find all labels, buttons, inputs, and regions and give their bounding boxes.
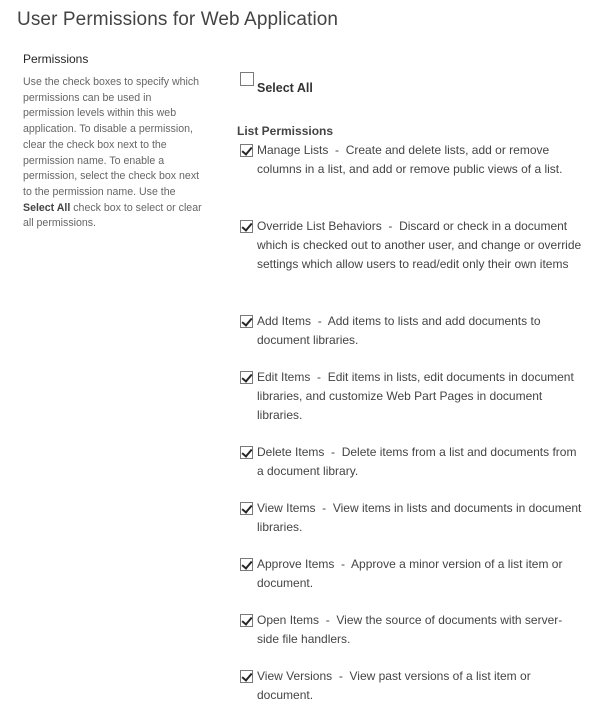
permission-description: View past versions of a list item or document. [257,669,531,703]
permission-item [237,312,583,350]
list-permissions-list [237,141,583,711]
permission-checkbox[interactable] [240,558,253,571]
permission-description: View items in lists and documents in document libraries. [257,501,582,535]
list-permissions-title: List Permissions [237,124,334,138]
permission-separator: - [328,143,346,157]
permission-checkbox[interactable] [240,315,253,328]
select-all-row [237,70,583,100]
permission-item [237,611,583,649]
select-all-checkbox[interactable] [240,72,254,86]
section-description-panel [23,52,203,232]
permission-name[interactable]: Approve Items [257,557,335,571]
permission-separator: - [334,557,352,571]
permission-description: Edit items in lists, edit documents in document libraries, and customize Web Part Pages in document libraries. [257,370,574,423]
description-text-start: Use the check boxes to specify which permissions can be used in permission levels within this web application. To disable a permission, clear the check box next to the permission name. To enable a permission, select the check box next to the permission name. Use the [23,76,200,198]
permission-item [237,667,583,705]
permission-item [237,499,583,537]
permission-separator: - [311,314,328,328]
permission-checkbox[interactable] [240,220,253,233]
permission-description: Add items to lists and add documents to document libraries. [257,314,541,348]
permission-description: Approve a minor version of a list item or document. [257,557,563,591]
permission-name[interactable]: Manage Lists [257,143,329,157]
permission-checkbox[interactable] [240,144,253,157]
permission-name[interactable]: View Items [257,501,316,515]
description-text-end: check box to select or clear all permissions. [23,201,202,230]
permission-separator: - [315,501,333,515]
permission-separator: - [324,445,342,459]
permission-name[interactable]: Edit Items [257,370,311,384]
permission-name[interactable]: Delete Items [257,445,325,459]
permission-separator: - [332,669,350,683]
permission-item [237,368,583,426]
description-select-all-emphasis: Select All [23,201,71,214]
permission-checkbox[interactable] [240,614,253,627]
permission-item [237,555,583,593]
permission-description: Create and delete lists, add or remove columns in a list, and add or remove public views of a list. [257,143,563,177]
section-description [23,75,203,232]
permission-name[interactable]: Add Items [257,314,312,328]
permission-checkbox[interactable] [240,446,253,459]
permission-description: View the source of documents with server-side file handlers. [257,613,563,647]
permission-name[interactable]: Override List Behaviors [257,219,382,233]
permission-separator: - [319,613,337,627]
permission-separator: - [381,219,400,233]
permission-checkbox[interactable] [240,670,253,683]
permission-description: Discard or check in a document which is checked out to another user, and change or override settings which allow users to read/edit only their own items [257,219,582,272]
permission-checkbox[interactable] [240,371,253,384]
permission-checkbox[interactable] [240,502,253,515]
page-title: User Permissions for Web Application [17,9,339,30]
select-all-label[interactable]: Select All [257,81,313,95]
permission-name[interactable]: Open Items [257,613,320,627]
permission-separator: - [310,370,328,384]
permission-item [237,217,583,275]
permission-description: Delete items from a list and documents from a document library. [257,445,577,479]
permission-item [237,443,583,481]
permission-item [237,141,583,179]
section-heading: Permissions [23,52,89,66]
permissions-panel [237,70,583,711]
permission-name[interactable]: View Versions [257,669,333,683]
